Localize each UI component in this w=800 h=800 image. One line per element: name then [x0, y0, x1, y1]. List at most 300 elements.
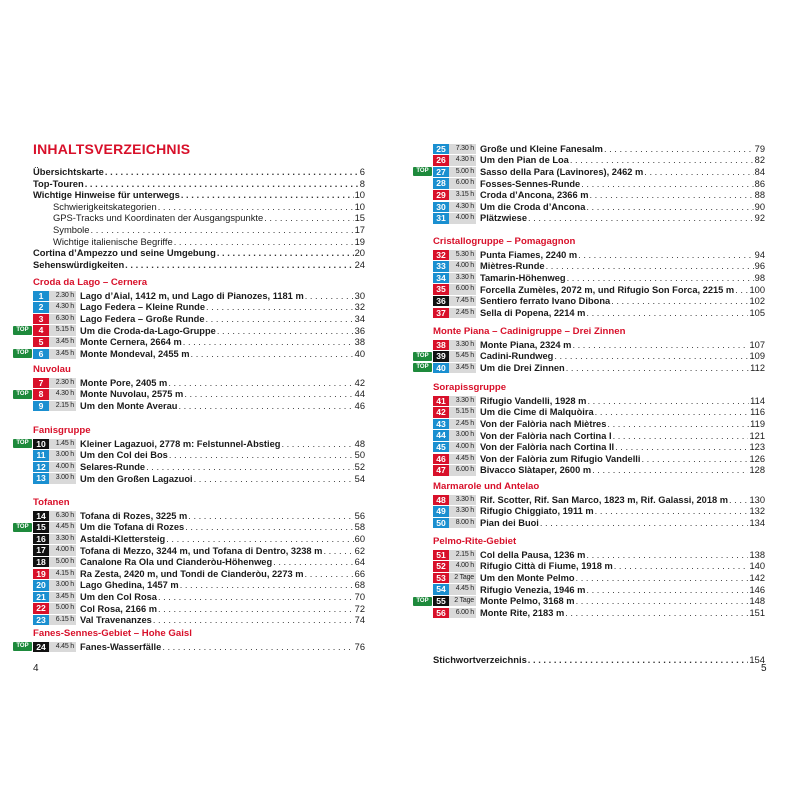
- tour-page: 58: [354, 522, 365, 533]
- tour-row[interactable]: [13, 450, 365, 462]
- tour-duration: 2 Tage: [449, 596, 476, 606]
- tour-duration: 3.30 h: [449, 273, 476, 283]
- tour-page: 86: [754, 178, 765, 189]
- tour-title: Große und Kleine Fanesalm: [480, 143, 603, 154]
- toc-entry[interactable]: [33, 224, 365, 236]
- leader-dots: [162, 642, 353, 652]
- tour-title: Forcella Zumèles, 2072 m, und Rifugio Son Forca, 2215 m: [480, 284, 735, 295]
- top-badge: TOP: [13, 390, 32, 399]
- toc-entry[interactable]: [33, 259, 365, 271]
- toc-entry-label: Top-Touren: [33, 177, 84, 189]
- tour-page: 90: [754, 201, 765, 212]
- tour-title: Um die Croda d’Ancona: [480, 201, 586, 212]
- toc-entry[interactable]: [33, 247, 365, 259]
- leader-dots: [158, 201, 354, 213]
- leader-dots: [528, 213, 754, 223]
- top-badge: TOP: [413, 352, 432, 361]
- toc-entry-page: 19: [354, 235, 365, 247]
- tour-page: 50: [354, 450, 365, 461]
- top-badge: TOP: [13, 642, 32, 651]
- tour-title: Col della Pausa, 1236 m: [480, 549, 586, 560]
- tour-group: [13, 276, 365, 360]
- tour-number: 35: [433, 284, 449, 294]
- leader-dots: [586, 550, 748, 560]
- tour-row[interactable]: [13, 438, 365, 450]
- leader-dots: [273, 557, 354, 567]
- tour-row[interactable]: [413, 189, 765, 201]
- tour-page: 38: [354, 337, 365, 348]
- tour-title: Lago Federa – Große Runde: [80, 313, 205, 324]
- toc-title: INHALTSVERZEICHNIS: [33, 141, 191, 157]
- index-entry[interactable]: [433, 654, 765, 666]
- tour-row[interactable]: [13, 591, 365, 603]
- tour-page: 74: [354, 615, 365, 626]
- tour-page: 94: [754, 249, 765, 260]
- tour-number: 16: [33, 534, 49, 544]
- leader-dots: [125, 259, 353, 271]
- toc-entry-label: GPS-Tracks und Koordinaten der Ausgangspunkte: [53, 212, 264, 224]
- tour-title: Sella di Popena, 2214 m: [480, 307, 586, 318]
- tour-duration: 2 Tage: [449, 573, 476, 583]
- tour-duration: 4.30 h: [49, 389, 76, 399]
- general-contents: [33, 166, 365, 270]
- leader-dots: [180, 580, 354, 590]
- tour-page: 42: [354, 377, 365, 388]
- tour-duration: 5.00 h: [449, 167, 476, 177]
- tour-page: 112: [750, 362, 765, 373]
- page-number-right: 5: [761, 663, 767, 674]
- tour-number: 11: [33, 450, 49, 460]
- tour-title: Miètres-Runde: [480, 261, 545, 272]
- tour-number: 29: [433, 190, 449, 200]
- tour-number: 9: [33, 401, 49, 411]
- tour-row[interactable]: [413, 418, 765, 430]
- tour-page: 88: [754, 190, 765, 201]
- tour-title: Monte Rite, 2183 m: [480, 607, 565, 618]
- leader-dots: [590, 190, 754, 200]
- tour-row[interactable]: [13, 556, 365, 568]
- leader-dots: [191, 349, 354, 359]
- tour-duration: 2.45 h: [449, 419, 476, 429]
- tour-group: [13, 424, 365, 484]
- tour-row[interactable]: [13, 473, 365, 485]
- leader-dots: [572, 340, 748, 350]
- tour-page: 130: [749, 494, 765, 505]
- tour-row[interactable]: [413, 295, 765, 307]
- leader-dots: [217, 247, 354, 259]
- tour-duration: 3.45 h: [49, 337, 76, 347]
- tour-title: Punta Fiames, 2240 m: [480, 249, 578, 260]
- toc-entry[interactable]: [33, 189, 365, 201]
- tour-number: 45: [433, 442, 449, 452]
- tour-duration: 3.00 h: [449, 430, 476, 440]
- tour-row[interactable]: [413, 213, 765, 225]
- tour-number: 52: [433, 561, 449, 571]
- top-badge: TOP: [13, 349, 32, 358]
- tour-row[interactable]: [13, 603, 365, 615]
- tour-group: [413, 325, 765, 374]
- tour-page: 96: [754, 261, 765, 272]
- tour-row[interactable]: [13, 580, 365, 592]
- tour-page: 146: [749, 584, 765, 595]
- tour-page: 62: [354, 545, 365, 556]
- toc-entry[interactable]: [33, 201, 365, 213]
- toc-entry-page: 17: [354, 223, 365, 235]
- tour-page: 34: [354, 313, 365, 324]
- leader-dots: [607, 419, 749, 429]
- page-number-left: 4: [33, 663, 39, 674]
- tour-number: 56: [433, 608, 449, 618]
- top-badge: TOP: [13, 326, 32, 335]
- tour-title: Von der Falòria nach Cortina II: [480, 442, 615, 453]
- tour-duration: 3.30 h: [449, 495, 476, 505]
- tour-group-heading: Monte Piana – Cadinigruppe – Drei Zinnen: [433, 326, 626, 337]
- leader-dots: [595, 407, 750, 417]
- leader-dots: [174, 236, 354, 248]
- toc-entry-label: Schwierigkeitskategorien: [53, 200, 157, 212]
- tour-title: Rif. Scotter, Rif. San Marco, 1823 m, Rif. Galassi, 2018 m: [480, 494, 729, 505]
- tour-row[interactable]: [413, 494, 765, 506]
- tour-page: 98: [754, 272, 765, 283]
- tour-group: [13, 627, 365, 653]
- tour-page: 109: [749, 351, 765, 362]
- tour-row[interactable]: [413, 595, 765, 607]
- tour-row[interactable]: [13, 377, 365, 389]
- tour-duration: 2.45 h: [449, 308, 476, 318]
- tour-number: 53: [433, 573, 449, 583]
- tour-number: 18: [33, 557, 49, 567]
- leader-dots: [576, 596, 749, 606]
- tour-duration: 1.45 h: [49, 439, 76, 449]
- top-badge: TOP: [413, 167, 432, 176]
- tour-row[interactable]: [413, 201, 765, 213]
- tour-duration: 4.45 h: [449, 584, 476, 594]
- tour-number: 24: [33, 642, 49, 652]
- leader-dots: [85, 178, 359, 190]
- tour-row[interactable]: [413, 249, 765, 261]
- tour-page: 119: [750, 418, 765, 429]
- tour-group: [13, 363, 365, 412]
- tour-row[interactable]: [413, 572, 765, 584]
- tour-duration: 5.00 h: [49, 557, 76, 567]
- leader-dots: [566, 363, 749, 373]
- tour-row[interactable]: [13, 545, 365, 557]
- toc-entry-page: 24: [354, 258, 365, 270]
- leader-dots: [181, 189, 354, 201]
- tour-row[interactable]: [413, 453, 765, 465]
- leader-dots: [305, 569, 354, 579]
- tour-row[interactable]: [13, 533, 365, 545]
- toc-entry-label: Wichtige Hinweise für unterwegs: [33, 189, 180, 201]
- tour-number: 21: [33, 592, 49, 602]
- tour-row[interactable]: [413, 465, 765, 477]
- tour-title: Sasso della Para (Lavinores), 2462 m: [480, 166, 644, 177]
- tour-number: 41: [433, 396, 449, 406]
- tour-duration: 4.30 h: [449, 155, 476, 165]
- tour-row[interactable]: [413, 607, 765, 619]
- toc-entry[interactable]: [33, 236, 365, 248]
- leader-dots: [184, 389, 353, 399]
- tour-number: 50: [433, 518, 449, 528]
- tour-title: Rifugio Venezia, 1946 m: [480, 584, 586, 595]
- tour-page: 142: [749, 572, 765, 583]
- tour-title: Ra Zesta, 2420 m, und Tondi de Cianderòu, 2273 m: [80, 568, 304, 579]
- tour-row[interactable]: [413, 549, 765, 561]
- tour-row[interactable]: [13, 348, 365, 360]
- tour-page: 123: [749, 442, 765, 453]
- tour-title: Lago d’Aial, 1412 m, und Lago di Pianozes, 1181 m: [80, 290, 304, 301]
- tour-page: 92: [754, 213, 765, 224]
- tour-duration: 4.45 h: [49, 522, 76, 532]
- tour-group: [413, 480, 765, 529]
- tour-row[interactable]: [13, 510, 365, 522]
- tour-row[interactable]: [413, 517, 765, 529]
- leader-dots: [105, 166, 359, 178]
- leader-dots: [729, 495, 748, 505]
- tour-row[interactable]: [13, 389, 365, 401]
- tour-duration: 4.00 h: [449, 213, 476, 223]
- leader-dots: [528, 654, 749, 666]
- leader-dots: [614, 561, 749, 571]
- leader-dots: [567, 273, 754, 283]
- toc-entry[interactable]: [33, 212, 365, 224]
- toc-entry-label: Sehenswürdigkeiten: [33, 258, 125, 270]
- tour-duration: 6.15 h: [49, 615, 76, 625]
- tour-page: 52: [354, 461, 365, 472]
- tour-number: 3: [33, 314, 49, 324]
- toc-entry-page: 6: [359, 166, 365, 177]
- tour-duration: 7.30 h: [449, 144, 476, 154]
- leader-dots: [586, 202, 753, 212]
- tour-row[interactable]: [413, 272, 765, 284]
- tour-page: 54: [354, 473, 365, 484]
- tour-row[interactable]: [13, 302, 365, 314]
- tour-number: 48: [433, 495, 449, 505]
- leader-dots: [153, 615, 354, 625]
- leader-dots: [644, 167, 753, 177]
- tour-title: Monte Cernera, 2664 m: [80, 337, 182, 348]
- tour-title: Lago Federa – Kleine Runde: [80, 302, 206, 313]
- tour-row[interactable]: [413, 584, 765, 596]
- index-page: 154: [749, 654, 765, 665]
- tour-number: 49: [433, 506, 449, 516]
- tour-number: 8: [33, 389, 49, 399]
- tour-group: [413, 381, 765, 476]
- tour-row[interactable]: [413, 506, 765, 518]
- tour-title: Monte Pore, 2405 m: [80, 377, 168, 388]
- tour-duration: 4.00 h: [449, 561, 476, 571]
- tour-row[interactable]: [413, 561, 765, 573]
- tour-duration: 5.00 h: [49, 603, 76, 613]
- tour-row[interactable]: [413, 351, 765, 363]
- tour-row[interactable]: [413, 362, 765, 374]
- tour-row[interactable]: [413, 407, 765, 419]
- tour-row[interactable]: [413, 143, 765, 155]
- tour-title: Monte Mondeval, 2455 m: [80, 348, 190, 359]
- tour-number: 37: [433, 308, 449, 318]
- tour-number: 51: [433, 550, 449, 560]
- tour-duration: 3.00 h: [49, 473, 76, 483]
- tour-row[interactable]: [413, 430, 765, 442]
- tour-title: Um den Col dei Bos: [80, 450, 168, 461]
- tour-number: 43: [433, 419, 449, 429]
- tour-row[interactable]: [13, 568, 365, 580]
- tour-number: 55: [433, 596, 449, 606]
- tour-number: 13: [33, 473, 49, 483]
- tour-duration: 4.00 h: [449, 442, 476, 452]
- leader-dots: [169, 450, 354, 460]
- toc-entry[interactable]: [33, 178, 365, 190]
- tour-group: [13, 496, 365, 626]
- tour-number: 23: [33, 615, 49, 625]
- tour-row[interactable]: [13, 522, 365, 534]
- leader-dots: [217, 326, 354, 336]
- tour-number: 54: [433, 584, 449, 594]
- tour-title: Um den Großen Lagazuoi: [80, 473, 193, 484]
- tour-duration: 4.00 h: [449, 261, 476, 271]
- tour-title: Canalone Ra Ola und Cianderòu-Höhenweg: [80, 557, 273, 568]
- tour-title: Um die Croda-da-Lago-Gruppe: [80, 325, 216, 336]
- toc-entry-label: Cortina d’Ampezzo und seine Umgebung: [33, 247, 216, 259]
- tour-row[interactable]: [413, 307, 765, 319]
- leader-dots: [576, 573, 749, 583]
- tour-row[interactable]: [13, 614, 365, 626]
- tour-number: 42: [433, 407, 449, 417]
- leader-dots: [206, 314, 354, 324]
- toc-entry-page: 10: [354, 200, 365, 212]
- tour-row[interactable]: [13, 461, 365, 473]
- tour-number: 36: [433, 296, 449, 306]
- tour-number: 6: [33, 349, 49, 359]
- leader-dots: [604, 144, 754, 154]
- tour-group-heading: Pelmo-Rite-Gebiet: [433, 536, 517, 547]
- tour-row[interactable]: [413, 155, 765, 167]
- tour-page: 66: [354, 568, 365, 579]
- tour-number: 28: [433, 178, 449, 188]
- tour-group-heading: Sorapissgruppe: [433, 382, 507, 393]
- leader-dots: [264, 212, 353, 224]
- tour-number: 46: [433, 454, 449, 464]
- tour-title: Von der Falòria zum Rifugio Vandelli: [480, 453, 641, 464]
- tour-duration: 4.00 h: [49, 462, 76, 472]
- tour-title: Um den Monte Pelmo: [480, 572, 575, 583]
- leader-dots: [615, 442, 748, 452]
- leader-dots: [565, 608, 748, 618]
- tour-row[interactable]: [413, 441, 765, 453]
- tour-page: 107: [749, 339, 765, 350]
- tour-duration: 4.45 h: [49, 642, 76, 652]
- tour-row[interactable]: [413, 284, 765, 296]
- leader-dots: [146, 462, 354, 472]
- tour-title: Croda d’Ancona, 2366 m: [480, 190, 589, 201]
- tour-duration: 2.30 h: [49, 378, 76, 388]
- toc-entry[interactable]: [33, 166, 365, 178]
- tour-page: 138: [749, 549, 765, 560]
- tour-title: Kleiner Lagazuoi, 2778 m: Felstunnel-Abstieg: [80, 438, 281, 449]
- tour-title: Um den Pian de Loa: [480, 155, 569, 166]
- tour-title: Rifugio Chiggiato, 1911 m: [480, 506, 594, 517]
- tour-page: 30: [354, 290, 365, 301]
- leader-dots: [188, 511, 353, 521]
- tour-number: 30: [433, 202, 449, 212]
- tour-group: [413, 143, 765, 224]
- tour-page: 134: [749, 517, 765, 528]
- tour-title: Bivacco Slàtaper, 2600 m: [480, 465, 592, 476]
- tour-duration: 6.00 h: [449, 608, 476, 618]
- toc-entry-label: Wichtige italienische Begriffe: [53, 235, 173, 247]
- tour-duration: 4.00 h: [49, 545, 76, 555]
- tour-row[interactable]: [413, 395, 765, 407]
- tour-title: Rifugio Città di Fiume, 1918 m: [480, 561, 613, 572]
- leader-dots: [581, 179, 753, 189]
- tour-duration: 8.00 h: [449, 518, 476, 528]
- tour-number: 22: [33, 603, 49, 613]
- tour-row[interactable]: [413, 166, 765, 178]
- top-badge: TOP: [413, 363, 432, 372]
- top-badge: TOP: [413, 597, 432, 606]
- tour-duration: 7.45 h: [449, 296, 476, 306]
- tour-row[interactable]: [13, 641, 365, 653]
- tour-page: 105: [749, 307, 765, 318]
- tour-number: 20: [33, 580, 49, 590]
- leader-dots: [158, 592, 354, 602]
- tour-row[interactable]: [413, 178, 765, 190]
- tour-duration: 6.00 h: [449, 465, 476, 475]
- tour-title: Tofana di Rozes, 3225 m: [80, 510, 188, 521]
- tour-group-heading: Cristallogruppe – Pomagagnon: [433, 236, 576, 247]
- tour-title: Um die Cime di Malquòira: [480, 407, 594, 418]
- tour-duration: 3.45 h: [449, 363, 476, 373]
- tour-number: 4: [33, 325, 49, 335]
- tour-title: Um den Col Rosa: [80, 591, 157, 602]
- tour-row[interactable]: [413, 261, 765, 273]
- tour-number: 26: [433, 155, 449, 165]
- top-badge: TOP: [13, 439, 32, 448]
- tour-group-heading: Nuvolau: [33, 364, 71, 375]
- leader-dots: [90, 224, 353, 236]
- tour-row[interactable]: [13, 290, 365, 302]
- tour-row[interactable]: [13, 400, 365, 412]
- tour-title: Monte Pelmo, 3168 m: [480, 596, 575, 607]
- tour-page: 44: [354, 389, 365, 400]
- toc-entry-label: Symbole: [53, 223, 90, 235]
- tour-title: Plätzwiese: [480, 213, 528, 224]
- tour-number: 12: [33, 462, 49, 472]
- tour-group: [413, 235, 765, 319]
- tour-row[interactable]: [413, 339, 765, 351]
- tour-row[interactable]: [13, 325, 365, 337]
- leader-dots: [735, 285, 748, 295]
- top-badge: TOP: [13, 523, 32, 532]
- tour-number: 17: [33, 545, 49, 555]
- tour-title: Um die Tofana di Rozes: [80, 522, 185, 533]
- tour-number: 47: [433, 465, 449, 475]
- tour-number: 34: [433, 273, 449, 283]
- tour-duration: 3.00 h: [49, 580, 76, 590]
- tour-number: 19: [33, 569, 49, 579]
- leader-dots: [611, 296, 748, 306]
- tour-page: 48: [354, 438, 365, 449]
- tour-duration: 6.30 h: [49, 314, 76, 324]
- tour-page: 64: [354, 557, 365, 568]
- tour-duration: 3.00 h: [49, 450, 76, 460]
- tour-row[interactable]: [13, 336, 365, 348]
- tour-duration: 5.45 h: [449, 351, 476, 361]
- tour-number: 10: [33, 439, 49, 449]
- tour-title: Rifugio Vandelli, 1928 m: [480, 395, 587, 406]
- tour-row[interactable]: [13, 313, 365, 325]
- leader-dots: [613, 431, 749, 441]
